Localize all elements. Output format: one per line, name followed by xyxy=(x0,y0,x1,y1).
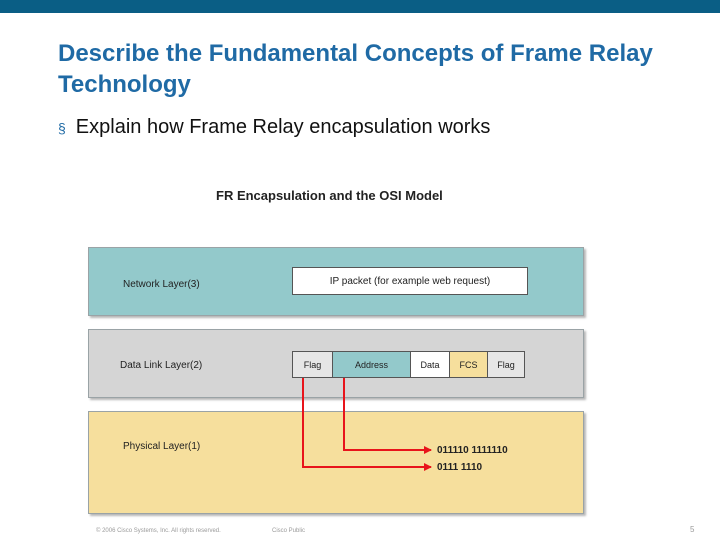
footer-copyright: © 2006 Cisco Systems, Inc. All rights reserved. xyxy=(96,528,221,534)
ip-packet-box: IP packet (for example web request) xyxy=(292,267,528,295)
bullet-marker: § xyxy=(58,119,66,136)
frame-field-fcs: FCS xyxy=(449,351,488,378)
bullet-text: Explain how Frame Relay encapsulation works xyxy=(75,116,491,138)
bitstream-address: 011110 1111110 xyxy=(437,445,508,456)
diagram-title: FR Encapsulation and the OSI Model xyxy=(216,188,443,203)
page-number: 5 xyxy=(690,525,695,534)
slide-title: Describe the Fundamental Concepts of Frame Relay Technology xyxy=(58,40,653,98)
network-layer-label: Network Layer(3) xyxy=(123,279,200,290)
physical-layer-label: Physical Layer(1) xyxy=(123,441,201,452)
flag-arrow xyxy=(303,378,431,467)
bitstream-flag: 0111 1110 xyxy=(437,462,483,473)
frame-field-flag-end: Flag xyxy=(487,351,525,378)
frame-field-address: Address xyxy=(332,351,411,378)
address-arrow xyxy=(344,378,431,450)
footer-classification: Cisco Public xyxy=(272,528,306,534)
frame-field-data: Data xyxy=(410,351,450,378)
frame-field-flag-start: Flag xyxy=(292,351,333,378)
datalink-layer-label: Data Link Layer(2) xyxy=(120,360,203,371)
